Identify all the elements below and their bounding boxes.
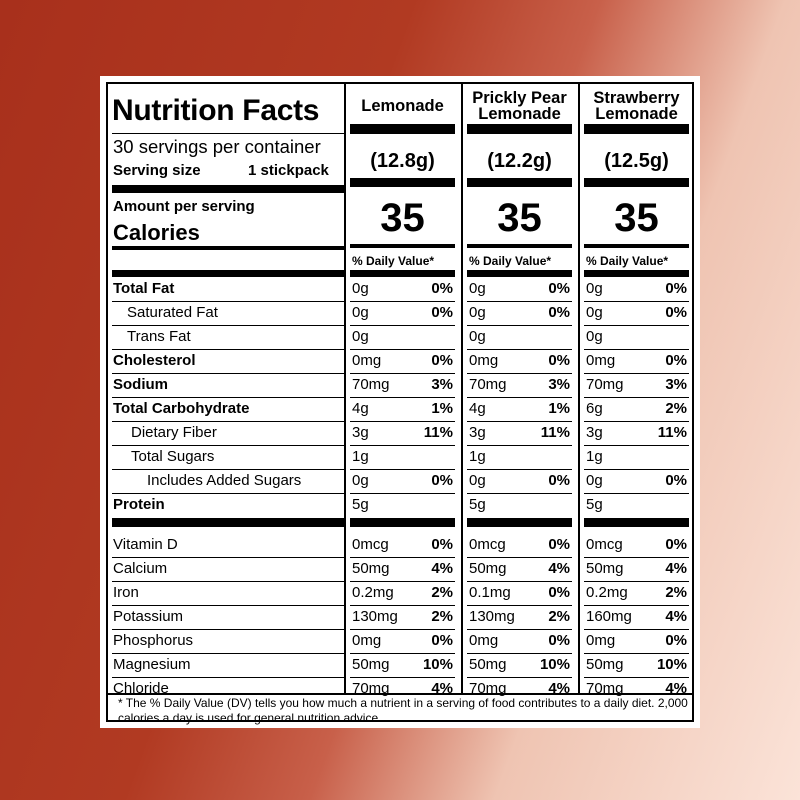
nutrient-percent: 0% [431, 280, 453, 297]
nutrient-amount: 3g [586, 424, 603, 441]
nutrient-percent: 4% [665, 560, 687, 577]
nutrient-amount: 130mg [352, 608, 398, 625]
nutrient-percent: 11% [657, 424, 687, 441]
nutrient-name: Vitamin D [113, 536, 178, 553]
nutrition-label [100, 76, 700, 728]
footnote: * The % Daily Value (DV) tells you how much a nutrient in a serving of food contributes to a daily diet. 2,000 calories a day is used for general nutrition advice. [118, 696, 688, 725]
nutrient-amount: 3g [469, 424, 486, 441]
nutrient-percent: 10% [656, 656, 687, 673]
nutrient-amount: 0mg [352, 352, 382, 369]
nutrient-percent: 0% [431, 632, 453, 649]
nutrient-percent: 0% [431, 536, 453, 553]
nutrient-percent: 0% [431, 352, 453, 369]
nutrient-percent: 0% [548, 352, 570, 369]
nutrient-amount: 0.1mg [469, 584, 511, 601]
nutrient-amount: 0mg [586, 632, 616, 649]
nutrient-amount: 50mg [586, 560, 624, 577]
nutrient-percent: 10% [422, 656, 453, 673]
nutrient-percent: 2% [431, 584, 453, 601]
nutrient-amount: 0mg [586, 352, 616, 369]
nutrient-amount: 0g [586, 280, 603, 297]
nutrient-amount: 4g [469, 400, 486, 417]
nutrient-name: Phosphorus [113, 632, 194, 649]
nutrient-percent: 0% [431, 472, 453, 489]
nutrient-name: Chloride [113, 680, 169, 697]
nutrient-amount: 0.2mg [352, 584, 394, 601]
nutrient-amount: 0g [586, 304, 603, 321]
nutrient-name: Protein [113, 496, 165, 513]
daily-value-header: % Daily Value* [352, 254, 435, 268]
nutrient-percent: 2% [431, 608, 453, 625]
nutrient-amount: 0mcg [586, 536, 623, 553]
nutrient-amount: 50mg [352, 656, 390, 673]
calories-value: 35 [380, 196, 425, 240]
nutrient-amount: 70mg [469, 680, 507, 697]
amount-per-serving: Amount per serving [113, 198, 255, 215]
nutrient-amount: 0g [469, 304, 486, 321]
nutrient-percent: 1% [431, 400, 453, 417]
nutrient-amount: 0mg [469, 352, 499, 369]
nutrient-amount: 50mg [586, 656, 624, 673]
nutrient-amount: 0g [352, 472, 369, 489]
nutrient-percent: 1% [548, 400, 570, 417]
product-name: Lemonade [361, 97, 444, 115]
nutrient-amount: 70mg [586, 376, 624, 393]
product-name: Prickly Pear Lemonade [472, 89, 567, 123]
calories-value: 35 [497, 196, 542, 240]
nutrient-name: Dietary Fiber [131, 424, 217, 441]
nutrient-percent: 0% [665, 632, 687, 649]
label-frame [106, 82, 694, 725]
nutrient-amount: 0g [352, 328, 369, 345]
nutrient-amount: 0g [469, 328, 486, 345]
nutrient-percent: 0% [665, 536, 687, 553]
nutrient-percent: 11% [423, 424, 453, 441]
nutrient-amount: 50mg [469, 560, 507, 577]
nutrient-percent: 4% [431, 680, 453, 697]
nutrient-amount: 70mg [469, 376, 507, 393]
nutrient-percent: 2% [665, 400, 687, 417]
nutrient-name: Total Sugars [131, 448, 215, 465]
nutrient-amount: 130mg [469, 608, 515, 625]
serving-grams: (12.8g) [370, 150, 435, 172]
daily-value-header: % Daily Value* [469, 254, 552, 268]
nutrient-name: Magnesium [113, 656, 191, 673]
nutrient-percent: 4% [665, 608, 687, 625]
nutrient-amount: 0g [352, 304, 369, 321]
nutrient-amount: 70mg [352, 376, 390, 393]
servings-per-container: 30 servings per container [113, 136, 321, 157]
nutrient-name: Cholesterol [113, 352, 196, 369]
nutrient-amount: 0g [469, 280, 486, 297]
serving-size-label: Serving size [113, 162, 201, 179]
nutrient-name: Potassium [113, 608, 184, 625]
nutrient-name: Saturated Fat [127, 304, 218, 321]
nutrient-percent: 0% [548, 304, 570, 321]
nutrient-name: Sodium [113, 376, 168, 393]
nutrient-amount: 0mcg [352, 536, 389, 553]
nutrient-amount: 50mg [469, 656, 507, 673]
nutrient-amount: 0g [586, 328, 603, 345]
nutrient-percent: 0% [665, 472, 687, 489]
nutrient-percent: 3% [548, 376, 570, 393]
nutrient-percent: 10% [539, 656, 570, 673]
nutrient-amount: 0g [352, 280, 369, 297]
nutrient-percent: 2% [548, 608, 570, 625]
nutrient-percent: 0% [665, 304, 687, 321]
nutrient-percent: 0% [548, 584, 570, 601]
nutrient-amount: 1g [469, 448, 486, 465]
nutrient-percent: 0% [548, 536, 570, 553]
serving-grams: (12.2g) [487, 150, 552, 172]
nutrient-amount: 6g [586, 400, 603, 417]
nutrient-amount: 3g [352, 424, 369, 441]
serving-size-value: 1 stickpack [248, 162, 329, 179]
daily-value-header: % Daily Value* [586, 254, 669, 268]
nutrient-name: Calcium [113, 560, 168, 577]
label-title: Nutrition Facts [112, 94, 320, 127]
nutrient-amount: 70mg [586, 680, 624, 697]
nutrient-amount: 0g [586, 472, 603, 489]
nutrient-amount: 1g [586, 448, 603, 465]
nutrient-percent: 4% [548, 560, 570, 577]
nutrient-percent: 4% [665, 680, 687, 697]
nutrient-percent: 0% [665, 352, 687, 369]
nutrient-percent: 4% [431, 560, 453, 577]
nutrient-percent: 3% [431, 376, 453, 393]
nutrient-percent: 11% [540, 424, 570, 441]
nutrient-name: Total Fat [113, 280, 175, 297]
calories-value: 35 [614, 196, 659, 240]
nutrient-amount: 0mg [469, 632, 499, 649]
serving-grams: (12.5g) [604, 150, 669, 172]
nutrient-amount: 70mg [352, 680, 390, 697]
nutrient-amount: 0.2mg [586, 584, 628, 601]
nutrient-amount: 0mcg [469, 536, 506, 553]
nutrient-amount: 0mg [352, 632, 382, 649]
nutrient-amount: 4g [352, 400, 369, 417]
nutrient-percent: 0% [548, 280, 570, 297]
nutrient-percent: 0% [548, 472, 570, 489]
nutrient-percent: 2% [665, 584, 687, 601]
nutrient-name: Total Carbohydrate [113, 400, 250, 417]
nutrient-percent: 4% [548, 680, 570, 697]
nutrient-percent: 0% [665, 280, 687, 297]
nutrient-percent: 0% [548, 632, 570, 649]
nutrient-amount: 50mg [352, 560, 390, 577]
nutrient-name: Includes Added Sugars [147, 472, 302, 489]
nutrient-percent: 3% [665, 376, 687, 393]
nutrient-percent: 0% [431, 304, 453, 321]
nutrient-amount: 5g [469, 496, 486, 513]
nutrient-amount: 5g [352, 496, 369, 513]
nutrient-amount: 1g [352, 448, 369, 465]
calories-label: Calories [113, 220, 200, 245]
nutrient-amount: 160mg [586, 608, 632, 625]
nutrient-amount: 0g [469, 472, 486, 489]
nutrient-name: Trans Fat [127, 328, 191, 345]
product-name: Strawberry Lemonade [593, 89, 680, 123]
nutrient-amount: 5g [586, 496, 603, 513]
nutrient-name: Iron [113, 584, 139, 601]
